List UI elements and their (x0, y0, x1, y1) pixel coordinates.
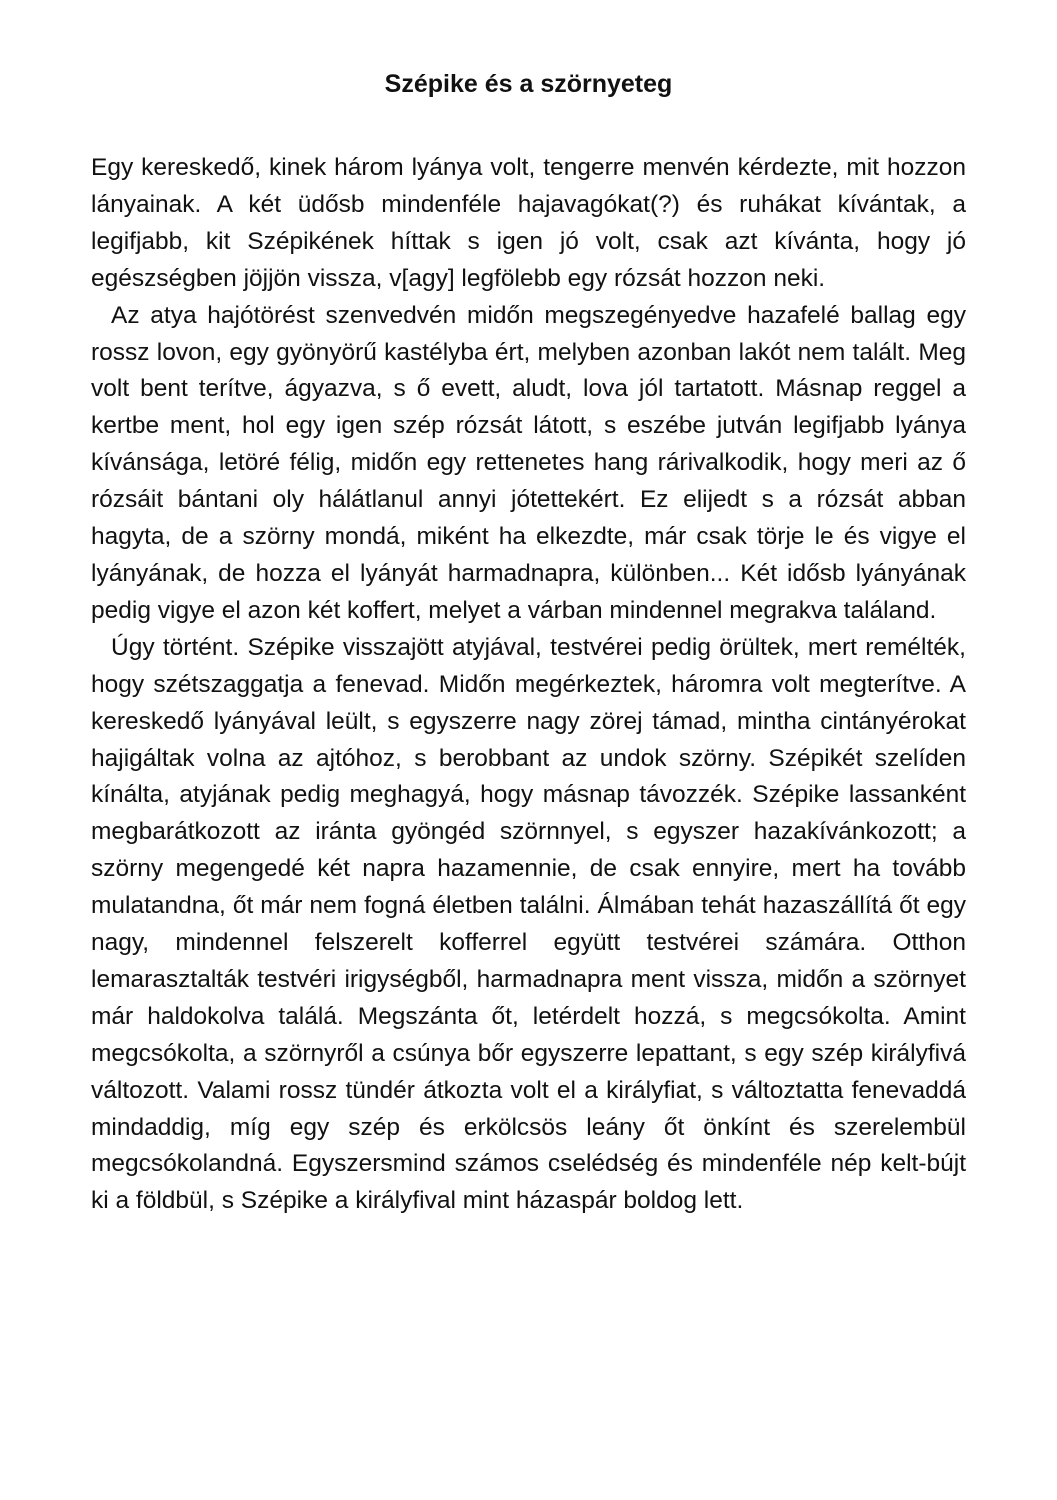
paragraph-1: Egy kereskedő, kinek három lyánya volt, tengerre menvén kérdezte, mit hozzon lányainak. A két üdősb mindenféle hajavagókat(?) és ruhákat kívántak, a legifjabb, kit Szépikének híttak s igen jó volt, csak azt kívánta, hogy jó egészségben jöjjön vissza, v[agy] legfölebb egy rózsát hozzon neki. (91, 154, 966, 292)
paragraph-3: Úgy történt. Szépike visszajött atyjával, testvérei pedig örültek, mert remélték, hogy szétszaggatja a fenevad. Midőn megérkeztek, háromra volt megterítve. A kereskedő lyányával leült, s egyszerre nagy zörej támad, mintha cintányérokat hajigáltak volna az ajtóhoz, s berobbant az undok szörny. Szépikét szelíden kínálta, atyjának pedig meghagyá, hogy másnap távozzék. Szépike lassanként megbarátkozott az iránta gyöngéd szörnnyel, s egyszer hazakívánkozott; a szörny megengedé két napra hazamennie, de csak ennyire, mert ha tovább mulatandna, őt már nem fogná életben találni. Álmában tehát hazaszállítá őt egy nagy, mindennel felszerelt kofferrel együtt testvérei számára. Otthon lemarasztalták testvéri irigységből, harmadnapra ment vissza, midőn a szörnyet már haldokolva találá. Megszánta őt, letérdelt hozzá, s megcsókolta. Amint megcsókolta, a szörnyről a csúnya bőr egyszerre lepattant, s egy szép királyfivá változott. Valami rossz tündér átkozta volt el a királyfiat, s változtatta fenevaddá mindaddig, míg egy szép és erkölcsös leány őt önkínt és szerelembül megcsókolandná. Egyszersmind számos cselédség és mindenféle nép kelt-bújt ki a földbül, s Szépike a királyfival mint házaspár boldog lett. (91, 633, 966, 1215)
document-page (91, 68, 966, 1220)
paragraph-2: Az atya hajótörést szenvedvén midőn megszegényedve hazafelé ballag egy rossz lovon, egy gyönyörű kastélyba ért, melyben azonban lakót nem talált. Meg volt bent terítve, ágyazva, s ő evett, aludt, lova jól tartatott. Másnap reggel a kertbe ment, hol egy igen szép rózsát látott, s eszébe jutván legifjabb lyánya kívánsága, letöré félig, midőn egy rettenetes hang rárivalkodik, hogy meri az ő rózsáit bántani oly hálátlanul annyi jótettekért. Ez elijedt s a rózsát abban hagyta, de a szörny mondá, miként ha elkezdte, már csak törje le és vigye el lyányának, de hozza el lyányát harmadnapra, különben... Két idősb lyányának pedig vigye el azon két koffert, melyet a várban mindennel megrakva találand. (91, 301, 966, 624)
document-title: Szépike és a szörnyeteg (384, 70, 673, 98)
